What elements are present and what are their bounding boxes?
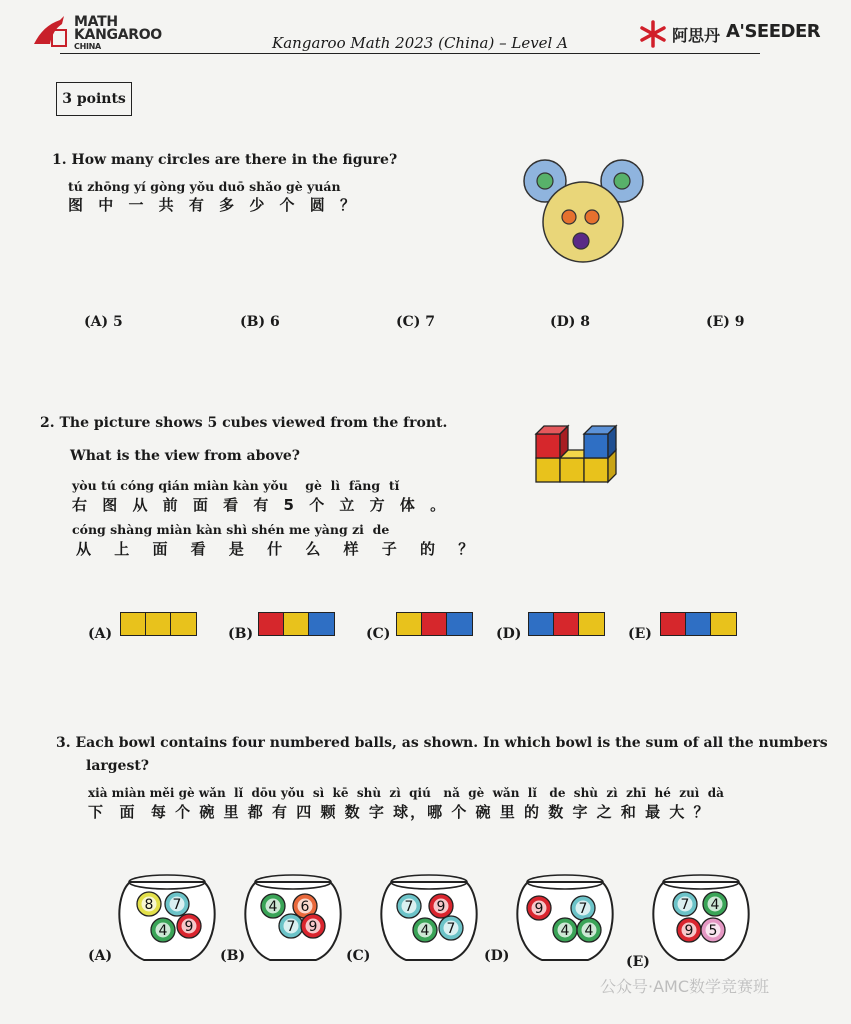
header-divider [60, 53, 760, 54]
ball-number: 7 [680, 897, 690, 913]
left-eye-circle [562, 210, 576, 224]
numbered-ball [177, 914, 201, 938]
q3-bowl-b[interactable] [238, 868, 348, 968]
ball-number: 4 [560, 923, 570, 939]
asterisk-icon [638, 20, 668, 48]
q1-choice-e[interactable]: (E) 9 [706, 314, 745, 330]
ball-number: 7 [578, 901, 588, 917]
numbered-ball [701, 918, 725, 942]
left-ear-inner-circle [537, 173, 553, 189]
q3-hanzi: 下 面 每 个 碗 里 都 有 四 颗 数 字 球，哪 个 碗 里 的 数 字 之 和 最 大 ？ [88, 803, 711, 821]
q2-choice-b[interactable] [258, 612, 335, 636]
q3-choice-e-label[interactable]: (E) [626, 954, 650, 970]
ball-number: 7 [446, 921, 456, 937]
q2-choice-d[interactable] [528, 612, 605, 636]
q2-choice-e[interactable] [660, 612, 737, 636]
q2-cell-yellow [579, 613, 604, 635]
numbered-ball [301, 914, 325, 938]
numbered-ball [673, 892, 697, 916]
q2-choice-a-label[interactable]: (A) [88, 626, 113, 642]
q3-bowl-e[interactable] [646, 868, 756, 968]
page-header-title: Kangaroo Math 2023 (China) – Level A [272, 34, 568, 52]
q3-bowl-c[interactable] [374, 868, 484, 968]
q2-pinyin-1: yòu tú cóng qián miàn kàn yǒu gè lì fāng tǐ [72, 478, 400, 493]
numbered-ball [151, 918, 175, 942]
q2-choice-b-label[interactable]: (B) [228, 626, 254, 642]
numbered-ball [703, 892, 727, 916]
numbered-ball [261, 894, 285, 918]
points-section-label: 3 points [56, 82, 132, 116]
ball-number: 7 [404, 899, 414, 915]
ball-number: 9 [308, 919, 318, 935]
numbered-ball [527, 896, 551, 920]
q2-cell-yellow [171, 613, 196, 635]
ball-number: 9 [684, 923, 694, 939]
q2-choice-c[interactable] [396, 612, 473, 636]
q1-choice-c[interactable]: (C) 7 [396, 314, 436, 330]
numbered-ball [165, 892, 189, 916]
q2-text: 2. The picture shows 5 cubes viewed from the front. [40, 415, 448, 431]
ball-number: 4 [584, 923, 594, 939]
ball-number: 9 [184, 919, 194, 935]
ball-number: 7 [286, 919, 296, 935]
numbered-ball [439, 916, 463, 940]
q2-cubes-figure [530, 418, 626, 486]
bowl-outline [653, 882, 748, 960]
ball-number: 5 [708, 923, 718, 939]
q1-choice-d[interactable]: (D) 8 [550, 314, 591, 330]
q2-hanzi-1: 右 图 从 前 面 看 有 5 个 立 方 体 。 [72, 496, 451, 514]
numbered-ball [279, 914, 303, 938]
numbered-ball [397, 894, 421, 918]
q2-cell-blue [309, 613, 334, 635]
q2-cell-blue [447, 613, 472, 635]
q3-text-line1: 3. Each bowl contains four numbered balls, as shown. In which bowl is the sum of all the numbers [56, 735, 828, 751]
q2-subtext: What is the view from above? [70, 448, 300, 464]
q3-pinyin: xià miàn měi gè wǎn lǐ dōu yǒu sì kē shù zì qiú nǎ gè wǎn lǐ de shù zì zhī hé zuì dà [88, 786, 724, 800]
q2-cell-yellow [711, 613, 736, 635]
q2-choice-a[interactable] [120, 612, 197, 636]
q2-cell-yellow [284, 613, 309, 635]
q1-circles-figure [520, 154, 650, 284]
right-ear-inner-circle [614, 173, 630, 189]
face-circle [543, 182, 623, 262]
watermark-text: 公众号·AMC数学竞赛班 [600, 977, 770, 996]
q2-cell-red [259, 613, 284, 635]
q2-cell-blue [686, 613, 711, 635]
q2-choice-d-label[interactable]: (D) [496, 626, 522, 642]
q2-cell-red [422, 613, 447, 635]
ball-number: 9 [534, 901, 544, 917]
q2-pinyin-2: cóng shàng miàn kàn shì shén me yàng zi de [72, 522, 390, 537]
q3-bowl-d[interactable] [510, 868, 620, 968]
q3-text-line2: largest? [86, 758, 150, 774]
ball-number: 4 [710, 897, 720, 913]
q1-hanzi: 图 中 一 共 有 多 少 个 圆 ？ [68, 196, 361, 214]
right-eye-circle [585, 210, 599, 224]
q1-choice-a[interactable]: (A) 5 [84, 314, 123, 330]
numbered-ball [677, 918, 701, 942]
ball-number: 8 [144, 897, 154, 913]
numbered-ball [571, 896, 595, 920]
q2-cell-yellow [397, 613, 422, 635]
q3-bowl-a[interactable] [112, 868, 222, 968]
ball-number: 4 [158, 923, 168, 939]
q2-choice-e-label[interactable]: (E) [628, 626, 652, 642]
math-kangaroo-logo: MATH KANGAROO CHINA [30, 14, 180, 50]
q1-pinyin: tú zhōng yí gòng yǒu duō shǎo gè yuán [68, 179, 341, 194]
q1-text: 1. How many circles are there in the figure? [52, 152, 398, 168]
q1-choice-b[interactable]: (B) 6 [240, 314, 280, 330]
q2-cell-red [661, 613, 686, 635]
q3-choice-c-label[interactable]: (C) [346, 948, 371, 964]
numbered-ball [429, 894, 453, 918]
q3-choice-b-label[interactable]: (B) [220, 948, 246, 964]
q3-choice-d-label[interactable]: (D) [484, 948, 510, 964]
ball-number: 7 [172, 897, 182, 913]
ball-number: 6 [300, 899, 310, 915]
q2-cell-yellow [121, 613, 146, 635]
ball-number: 4 [420, 923, 430, 939]
q2-hanzi-2: 从 上 面 看 是 什 么 样 子 的 ？ [76, 540, 483, 558]
q2-choice-c-label[interactable]: (C) [366, 626, 391, 642]
numbered-ball [553, 918, 577, 942]
q2-cell-yellow [146, 613, 171, 635]
ball-number: 9 [436, 899, 446, 915]
ball-number: 4 [268, 899, 278, 915]
numbered-ball [137, 892, 161, 916]
q2-cell-red [554, 613, 579, 635]
aseeder-logo: 阿思丹 A'SEEDER [638, 20, 818, 50]
numbered-ball [413, 918, 437, 942]
q3-choice-a-label[interactable]: (A) [88, 948, 113, 964]
numbered-ball [577, 918, 601, 942]
mouth-circle [573, 233, 589, 249]
q2-cell-blue [529, 613, 554, 635]
